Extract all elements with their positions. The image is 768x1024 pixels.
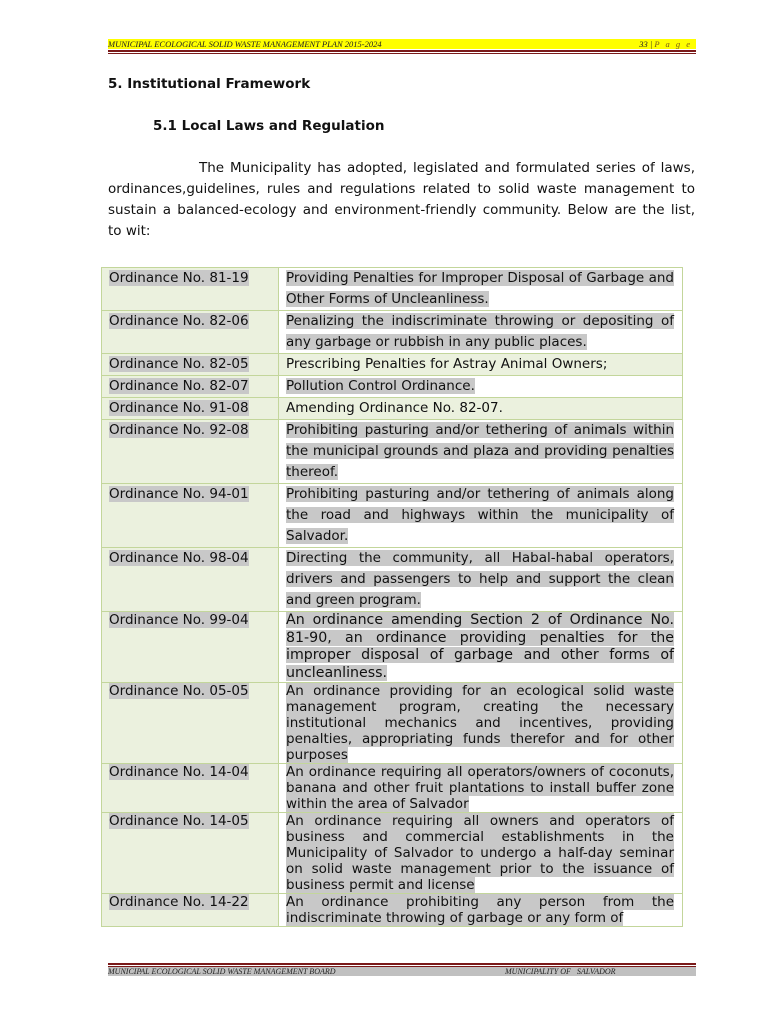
section-heading: 5. Institutional Framework bbox=[108, 76, 311, 92]
ordinance-number: Ordinance No. 94-01 bbox=[102, 484, 279, 548]
ordinance-number: Ordinance No. 99-04 bbox=[102, 612, 279, 683]
table-row bbox=[102, 311, 683, 354]
table-row bbox=[102, 484, 683, 548]
subsection-heading: 5.1 Local Laws and Regulation bbox=[153, 118, 385, 134]
ordinance-description: Amending Ordinance No. 82-07. bbox=[279, 398, 683, 420]
ordinance-number: Ordinance No. 98-04 bbox=[102, 548, 279, 612]
table-row bbox=[102, 376, 683, 398]
ordinance-number: Ordinance No. 14-04 bbox=[102, 764, 279, 813]
ordinance-description: Prescribing Penalties for Astray Animal Owners; bbox=[279, 354, 683, 376]
table-row bbox=[102, 894, 683, 927]
ordinance-number: Ordinance No. 91-08 bbox=[102, 398, 279, 420]
table-row bbox=[102, 683, 683, 764]
table-row bbox=[102, 764, 683, 813]
ordinance-number: Ordinance No. 82-07 bbox=[102, 376, 279, 398]
header-rule bbox=[108, 50, 696, 52]
ordinance-description: Providing Penalties for Improper Disposal of Garbage and Other Forms of Uncleanliness. bbox=[279, 268, 683, 311]
ordinance-description: An ordinance requiring all operators/owners of coconuts, banana and other fruit plantations to install buffer zone within the area of Salvador bbox=[279, 764, 683, 813]
table-row bbox=[102, 268, 683, 311]
ordinance-number: Ordinance No. 81-19 bbox=[102, 268, 279, 311]
table-row bbox=[102, 420, 683, 484]
ordinance-number: Ordinance No. 82-06 bbox=[102, 311, 279, 354]
table-row bbox=[102, 813, 683, 894]
ordinance-description: Pollution Control Ordinance. bbox=[279, 376, 683, 398]
ordinance-description: Prohibiting pasturing and/or tethering of animals within the municipal grounds and plaza and providing penalties thereof. bbox=[279, 420, 683, 484]
ordinances-table bbox=[101, 267, 683, 927]
ordinance-description: Directing the community, all Habal-habal operators, drivers and passengers to help and support the clean and green program. bbox=[279, 548, 683, 612]
footer-rule bbox=[108, 963, 696, 965]
table-row bbox=[102, 398, 683, 420]
header-title: MUNICIPAL ECOLOGICAL SOLID WASTE MANAGEMENT PLAN 2015-2024 bbox=[108, 39, 382, 49]
ordinance-description: An ordinance amending Section 2 of Ordinance No. 81-90, an ordinance providing penalties for the improper disposal of garbage and other forms of uncleanliness. bbox=[279, 612, 683, 683]
table-row bbox=[102, 612, 683, 683]
ordinance-number: Ordinance No. 82-05 bbox=[102, 354, 279, 376]
table-row bbox=[102, 354, 683, 376]
footer-municipality: MUNICIPALITY OF SALVADOR bbox=[505, 967, 616, 976]
ordinance-number: Ordinance No. 14-22 bbox=[102, 894, 279, 927]
ordinance-description: An ordinance prohibiting any person from the indiscriminate throwing of garbage or any form of bbox=[279, 894, 683, 927]
table-row bbox=[102, 548, 683, 612]
ordinance-number: Ordinance No. 14-05 bbox=[102, 813, 279, 894]
ordinance-description: Prohibiting pasturing and/or tethering of animals along the road and highways within the municipality of Salvador. bbox=[279, 484, 683, 548]
ordinance-description: Penalizing the indiscriminate throwing or depositing of any garbage or rubbish in any public places. bbox=[279, 311, 683, 354]
header-rule-thin bbox=[108, 53, 696, 54]
ordinance-number: Ordinance No. 05-05 bbox=[102, 683, 279, 764]
ordinance-description: An ordinance providing for an ecological solid waste management program, creating the necessary institutional mechanics and incentives, providing penalties, appropriating funds therefor and for other purposes bbox=[279, 683, 683, 764]
ordinance-number: Ordinance No. 92-08 bbox=[102, 420, 279, 484]
footer-board-name: MUNICIPAL ECOLOGICAL SOLID WASTE MANAGEMENT BOARD bbox=[108, 967, 336, 976]
ordinance-description: An ordinance requiring all owners and operators of business and commercial establishments in the Municipality of Salvador to undergo a half-day seminar on solid waste management prior to the issuance of business permit and license bbox=[279, 813, 683, 894]
intro-paragraph: The Municipality has adopted, legislated and formulated series of laws, ordinances,guidelines, rules and regulations related to solid waste management to sustain a balanced-ecology and environment-friendly community. Below are the list, to wit: bbox=[108, 160, 695, 239]
header-page-number: 33 | P a g e bbox=[639, 39, 692, 49]
